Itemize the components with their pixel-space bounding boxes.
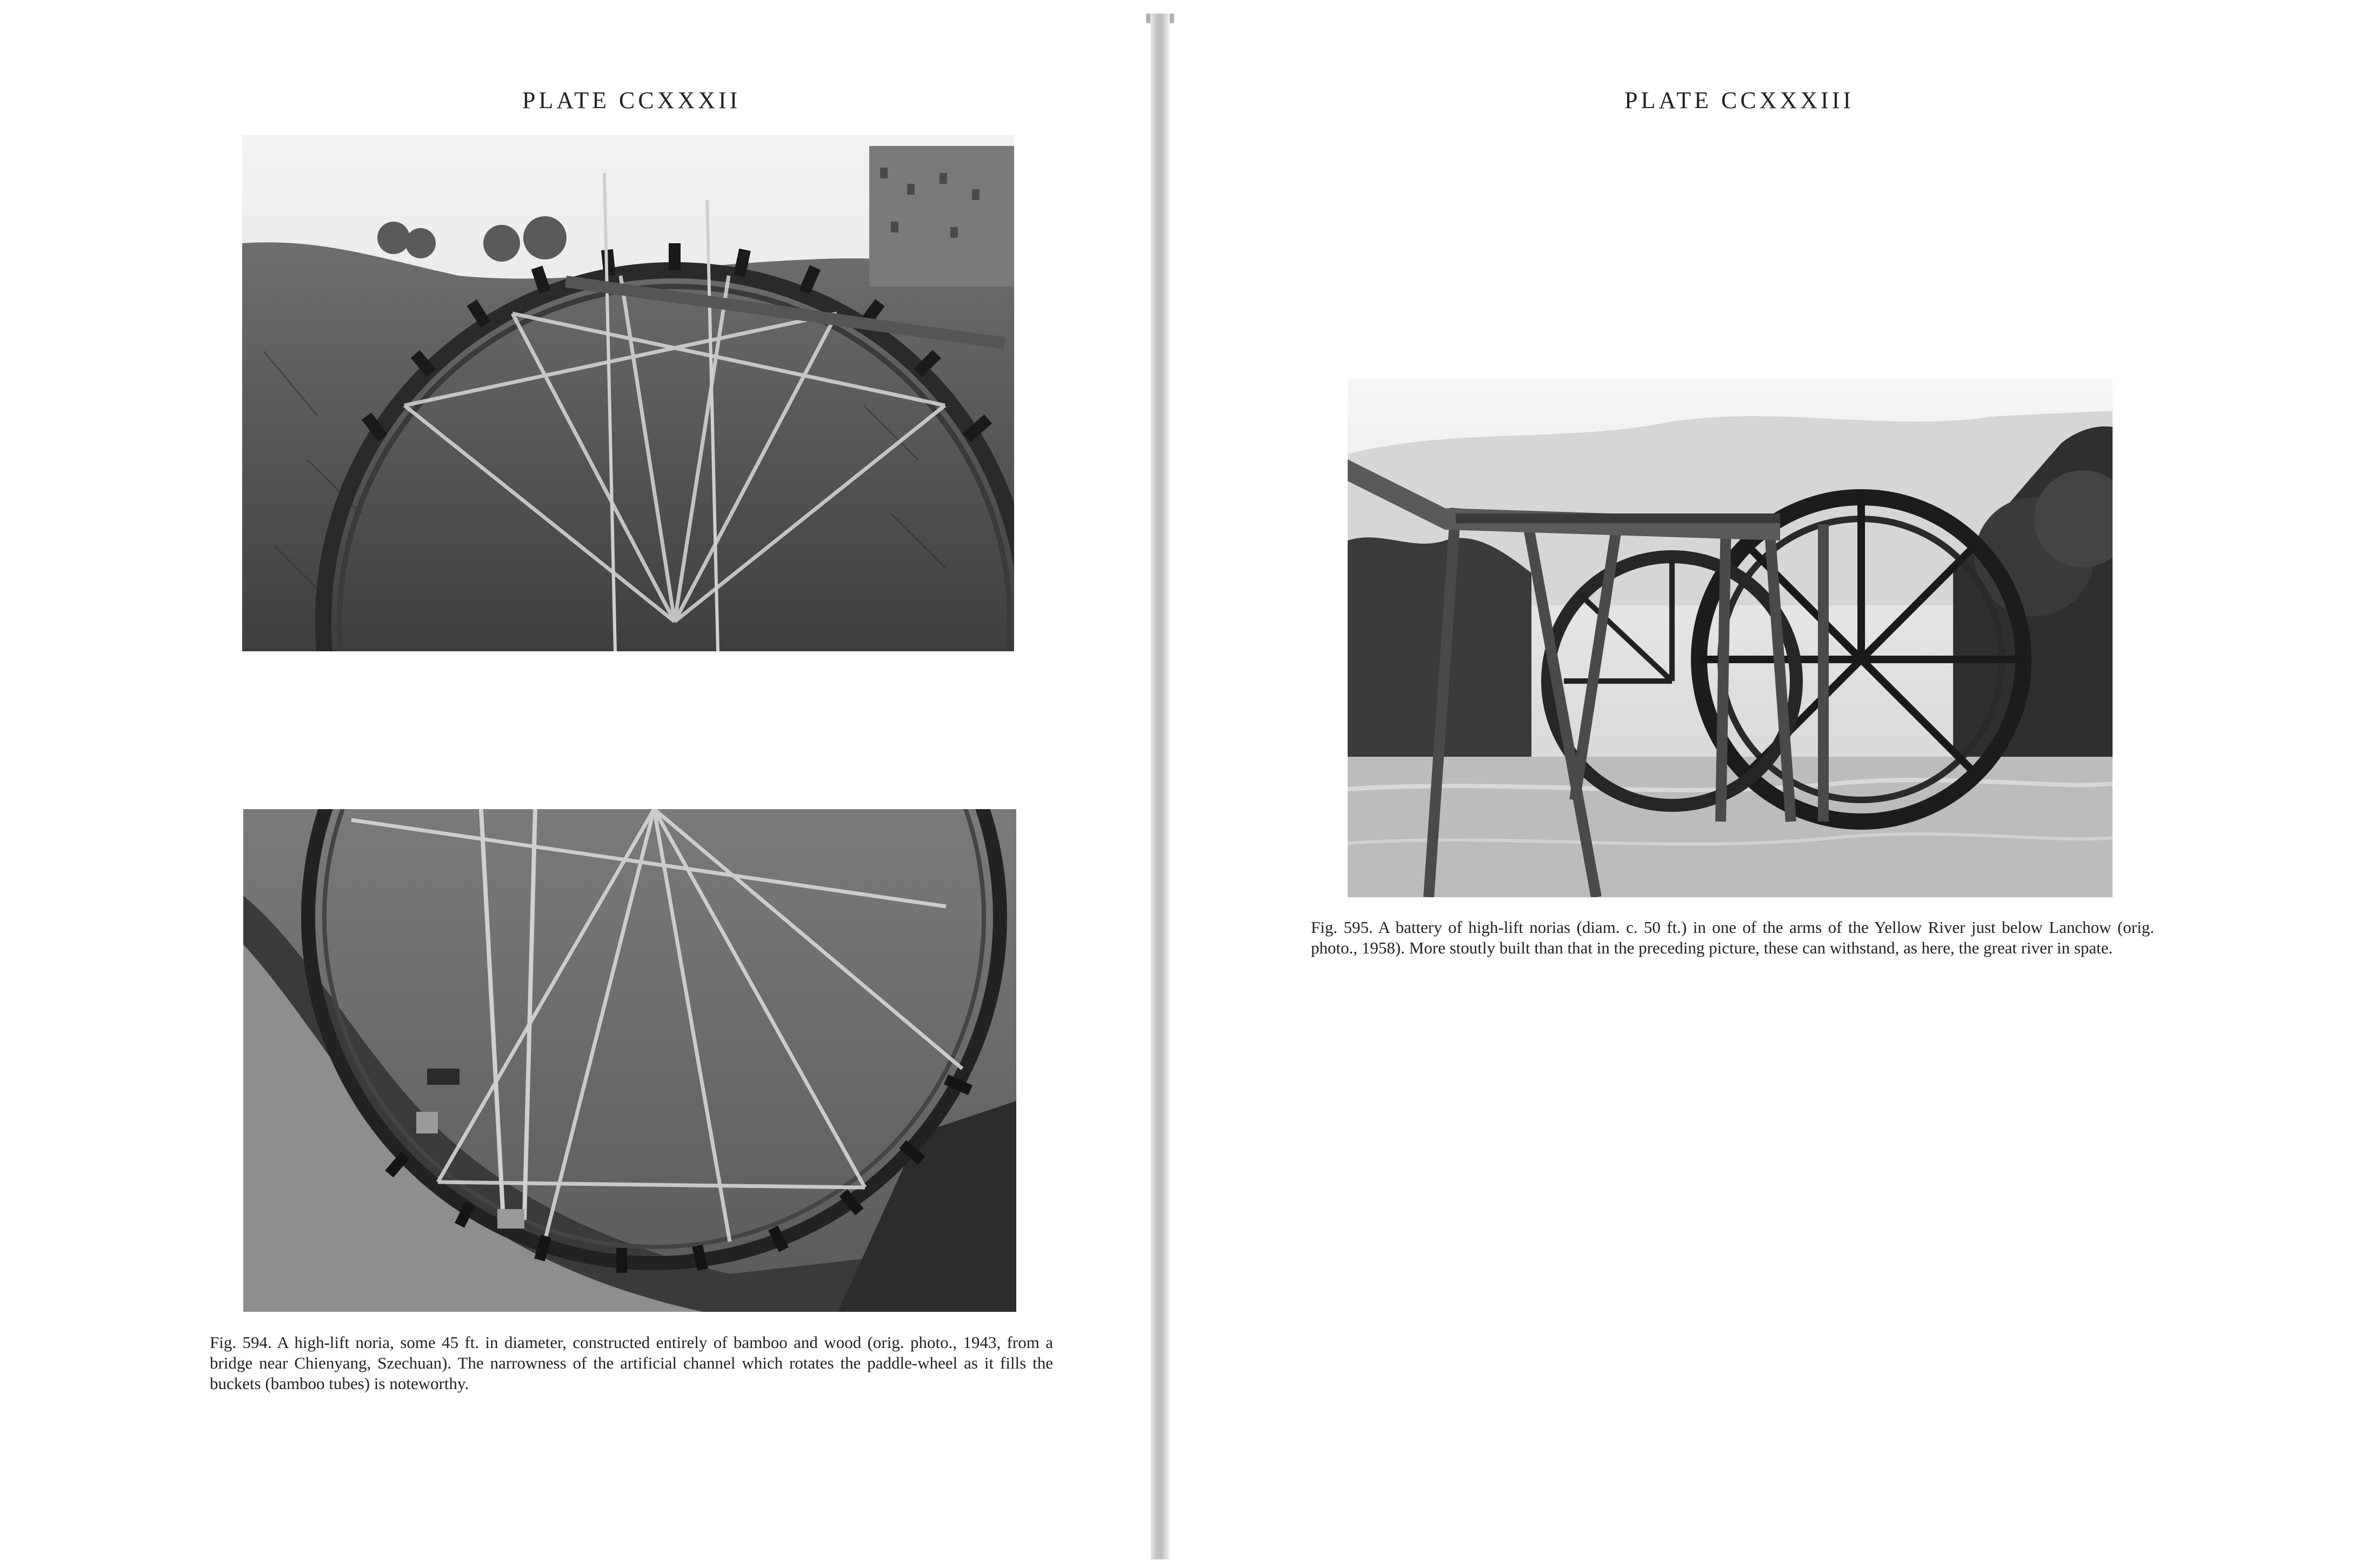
norias-yellow-river-illustration bbox=[1348, 378, 2113, 897]
noria-upper-illustration bbox=[242, 135, 1014, 651]
noria-lower-illustration bbox=[243, 809, 1016, 1312]
plate-title-right: PLATE CCXXXIII bbox=[1624, 87, 1854, 114]
photo-noria-bamboo-upper bbox=[242, 135, 1014, 651]
photo-noria-bamboo-lower bbox=[243, 809, 1016, 1312]
photo-norias-yellow-river bbox=[1348, 378, 2113, 897]
figure-caption-595: Fig. 595. A battery of high-lift norias (diam. c. 50 ft.) in one of the arms of the Yellow River just below Lanchow (orig. photo., 1958). More stoutly built than that in the preceding picture, these can withstand, as here, the great river in spate. bbox=[1311, 918, 2154, 957]
figure-caption-594: Fig. 594. A high-lift noria, some 45 ft. in diameter, constructed entirely of bamboo and wood (orig. photo., 1943, from a bridge near Chienyang, Szechuan). The narrowness of the artificial channel which rotates the paddle-wheel as it fills the buckets (bamboo tubes) is noteworthy. bbox=[210, 1333, 1053, 1393]
book-gutter bbox=[1150, 14, 1170, 1559]
plate-title-left: PLATE CCXXXII bbox=[522, 87, 741, 114]
